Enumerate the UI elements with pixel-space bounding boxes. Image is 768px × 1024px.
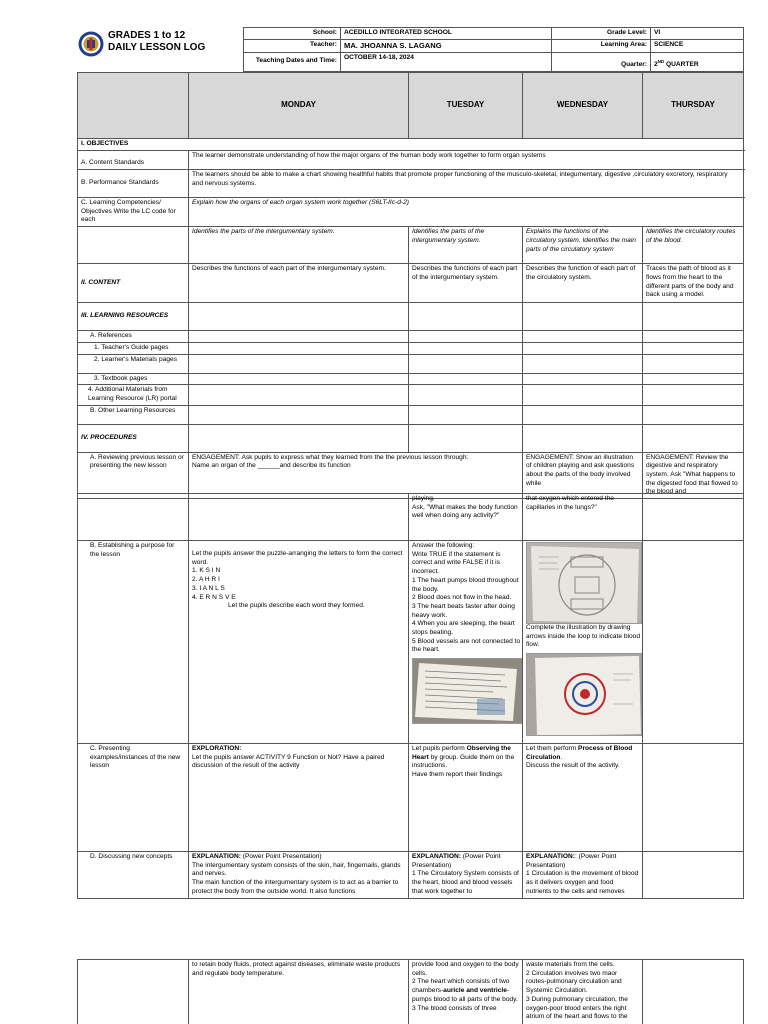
true-false-quiz: Answer the following: Write TRUE if the statement is correct and write FALSE if it is incorrect. 1 The heart pumps blood throughout the body. 2 Blood does not flow in the head. 3 The heart beats faster after doing heavy work. 4 When you are sleeping, the heart stops beating. 5 Blood vessels are not connected to the heart. xyxy=(412,542,521,654)
grade-value: VI xyxy=(651,28,744,40)
title-line-2: DAILY LESSON LOG xyxy=(108,41,206,53)
heart-model-photo xyxy=(526,653,642,736)
teacher-label: Teacher: xyxy=(244,39,341,52)
quarter-value xyxy=(651,52,744,71)
performance-standards-text: The learners should be able to make a chart showing healthful habits that promote proper functioning of the musculo-skeletal, integumentary, digestive ,circulatory excretory, respiratory and nervous systems. xyxy=(189,169,744,197)
explanation-heading-wed: EXPLANATION: xyxy=(412,853,461,860)
references-label: A. References xyxy=(78,331,189,343)
proc-d-thursday-part2: waste materials from the cells. 2 Circulation involves two maor routes-pulmonary circulation and Systemic Circulation. 3 During pulmonary circulation, the oxygen-poor blood enters the right atrium of the heart and flows to the xyxy=(523,960,643,1024)
observing-heart-activity: Observing the Heart xyxy=(412,745,511,761)
objective-thursday: Identifies the circulatory routes of the blood. xyxy=(643,227,744,264)
content-wednesday: Describes the function of each part of the circulatory system. xyxy=(523,264,643,303)
explanation-heading-mon: EXPLANATION: xyxy=(192,853,241,860)
blood-flow-instruction: Complete the illustration by drawing arrows inside the loop to indicate blood flow. xyxy=(526,624,640,649)
day-header-thursday: THURSDAY xyxy=(643,73,744,139)
exploration-heading: EXPLORATION: xyxy=(192,745,242,752)
dates-value: OCTOBER 14-18, 2024 xyxy=(341,52,552,71)
proc-c-wednesday xyxy=(409,744,523,852)
deped-seal xyxy=(78,31,104,57)
proc-b-thursday xyxy=(523,541,643,744)
area-value: SCIENCE xyxy=(651,39,744,52)
integumentary-explanation-1: The intergumentary system consists of the skin, hair, fingernails, glands and nerves. The main function of the intergumentary system is to act as a barrier to protect the body from the outside world. It also functions xyxy=(192,861,401,895)
ppt-note-thu: : (Power Point Presentation) xyxy=(526,853,617,869)
puzzle-items: 1. K S I N 2. A H R I 3. I A N L S 4. E R N S V E xyxy=(192,567,236,601)
learners-materials-label: 2. Learner's Materials pages xyxy=(78,354,189,373)
lesson-log-table-page-1 xyxy=(77,72,744,499)
proc-c-label: C. Presenting examples/instances of the new lesson xyxy=(78,744,189,852)
day-header-monday: MONDAY xyxy=(189,73,409,139)
objective-tuesday: Identifies the parts of the intergumentary system. xyxy=(409,227,523,264)
content-thursday: Traces the path of blood as it flows from the heart to the different parts of the body and back using a model. xyxy=(643,264,744,303)
proc-a-label: A. Reviewing previous lesson or presenting the new lesson xyxy=(78,452,189,499)
proc-c-wed-post: by group. Guide them on the instructions. Have them report their findings xyxy=(412,753,515,779)
grade-label: Grade Level: xyxy=(552,28,651,40)
proc-a-thursday-part2: that oxygen which entered the capillaries in the lungs?" xyxy=(523,494,643,541)
proc-d-wednesday-part2 xyxy=(409,960,523,1024)
day-header-tuesday: TUESDAY xyxy=(409,73,523,139)
proc-d-thursday-part1 xyxy=(523,852,643,899)
other-resources-label: B. Other Learning Resources xyxy=(78,405,189,424)
quarter-number: 2 xyxy=(654,61,658,69)
proc-a-monday: ENGAGEMENT: Ask pupils to express what they learned from the the previous lesson through: Name an organ of the ______and describe its function xyxy=(189,452,523,499)
day-header-wednesday: WEDNESDAY xyxy=(523,73,643,139)
quarter-label: Quarter: xyxy=(552,52,651,71)
content-standards-label: A. Content Standards xyxy=(78,150,189,169)
objectives-heading: I. OBJECTIVES xyxy=(78,139,744,151)
proc-b-monday xyxy=(189,541,409,744)
objectives-row-label xyxy=(78,227,189,264)
ppt-note-wed: (Power Point Presentation) xyxy=(412,853,501,869)
circulatory-explanation-1: 1 The Circulatory System consists of the heart, blood and blood vessels that work together to xyxy=(412,870,519,895)
objective-monday: Identifies the parts of the intergumentary system. xyxy=(189,227,409,264)
day-header-blank xyxy=(78,73,189,139)
header-info-table xyxy=(243,27,744,72)
proc-c-thu-post: . Discuss the result of the activity. xyxy=(526,753,620,770)
school-label: School: xyxy=(244,28,341,40)
circulation-explanation-1: 1 Circulation is the movement of blood as it delivers oxygen and food nutrients to the cells and removes xyxy=(526,870,639,895)
performance-standards-label: B. Performance Standards xyxy=(78,169,189,197)
lesson-log-table-page-2 xyxy=(77,493,744,899)
explanation-heading-thu: EXPLANATION: xyxy=(526,853,575,860)
proc-c-thu-pre: Let them perform xyxy=(526,745,579,752)
objective-wednesday: Explains the functions of the circulatory system. Identifies the main parts of the circulatory system xyxy=(523,227,643,264)
proc-c-wed-pre: Let pupils perform xyxy=(412,745,467,752)
content-monday: Describes the functions of each part of the intergumentary system. xyxy=(189,264,409,303)
log-title xyxy=(108,30,205,53)
lesson-log-table-page-3 xyxy=(77,959,744,1024)
title-line-1: GRADES 1 to 12 xyxy=(108,30,186,41)
proc-d-monday-part2: to retain body fluids, protect against diseases, eliminate waste products and regulate body temperature. xyxy=(189,960,409,1024)
procedures-heading: IV. PROCEDURES xyxy=(78,424,189,452)
content-tuesday: Describes the functions of each part of the intergumentary system. xyxy=(409,264,523,303)
proc-a-thursday-part1: ENGAGEMENT: Review the digestive and respiratory system. Ask "What happens to the digested food that flowed to the blood and xyxy=(643,452,744,499)
competencies-label: C. Learning Competencies/ Objectives Write the LC code for each xyxy=(78,197,189,226)
lr-portal-label: 4. Additional Materials from Learning Resource (LR) portal xyxy=(78,385,189,405)
school-value: ACEDILLO INTEGRATED SCHOOL xyxy=(341,28,552,40)
blood-circulation-activity: Process of Blood Circulation xyxy=(526,745,633,761)
content-standards-text: The learner demonstrate understanding of how the major organs of the human body work together to form organ systems xyxy=(189,150,744,169)
worksheet-photo xyxy=(412,658,523,724)
resources-heading: III. LEARNING RESOURCES xyxy=(78,303,189,331)
circulatory-explanation-2a: provide food and oxygen to the body cells. 2 The heart which consists of two chambers- xyxy=(412,961,519,995)
puzzle-followup: Let the pupils describe each word they formed. xyxy=(228,602,365,610)
proc-d-wednesday-part1 xyxy=(409,852,523,899)
proc-b-label: B. Establishing a purpose for the lesson xyxy=(78,541,189,744)
proc-c-thursday xyxy=(523,744,643,852)
exploration-text: Let the pupils answer ACTIVITY 9 Function or Not? Have a paired discussion of the result of the activity xyxy=(192,753,385,770)
ppt-note-mon: (Power Point Presentation) xyxy=(240,853,322,860)
proc-b-wednesday xyxy=(409,541,523,744)
quarter-text: QUARTER xyxy=(664,61,699,69)
competencies-text: Explain how the organs of each organ system work together (S6LT-IIc-d-2) xyxy=(189,197,744,226)
area-label: Learning Area: xyxy=(552,39,651,52)
teachers-guide-label: 1. Teacher's Guide pages xyxy=(78,342,189,354)
proc-a-wednesday-part1: ENGAGEMENT: Show an illustration of children playing and ask questions about the parts of the body involved while xyxy=(523,452,643,499)
teacher-value: MA. JHOANNA S. LAGANG xyxy=(341,39,552,52)
dates-label: Teaching Dates and Time: xyxy=(244,52,341,71)
textbook-pages-label: 3. Textbook pages xyxy=(78,373,189,385)
proc-c-monday xyxy=(189,744,409,852)
proc-d-label: D. Discussing new concepts xyxy=(78,852,189,899)
proc-d-monday-part1 xyxy=(189,852,409,899)
content-heading: II. CONTENT xyxy=(78,264,189,303)
proc-a-wednesday-part2: playing. Ask, "What makes the body function well when doing any activity?" xyxy=(409,494,523,541)
puzzle-intro: Let the pupils answer the puzzle-arranging the letters to form the correct word. xyxy=(192,550,403,566)
heart-chambers-term: auricle and ventricle xyxy=(443,987,507,995)
circulatory-explanation-2c: -pumps blood to all parts of the body. 3 The blood consists of three xyxy=(412,987,518,1012)
quarter-sup: ND xyxy=(657,58,665,64)
blood-flow-diagram-photo xyxy=(526,542,642,624)
